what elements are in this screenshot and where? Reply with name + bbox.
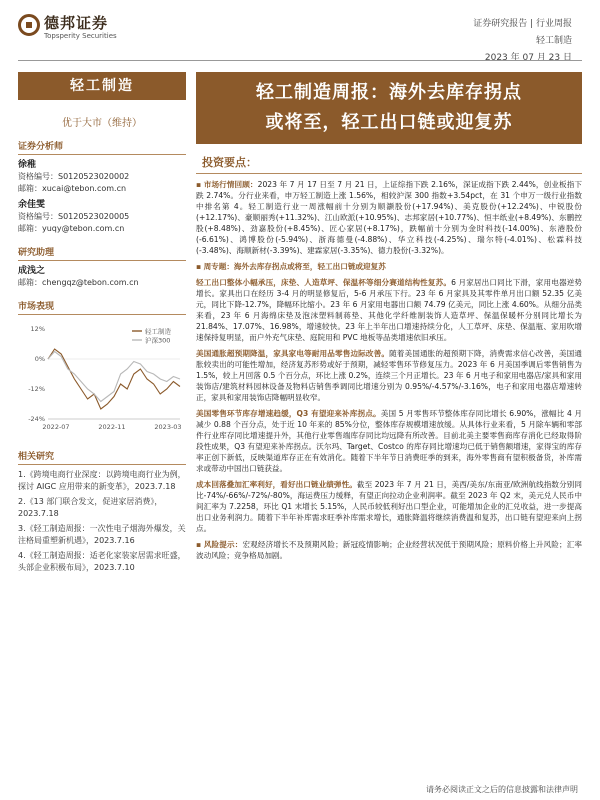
logo-text-en: Topsperity Securities: [44, 32, 117, 40]
report-date: 2023 年 07 月 23 日: [484, 53, 572, 63]
legend-label: 沪深300: [145, 336, 171, 345]
report-type: 证券研究报告 | 行业周报: [473, 19, 572, 29]
risk-heading: 风险提示：: [203, 540, 243, 549]
cost-paragraph: [196, 479, 582, 534]
x-tick-label: 2022-07: [42, 423, 70, 431]
y-tick-label: -12%: [28, 385, 45, 393]
footer-disclaimer: 请务必阅读正文之后的信息披露和法律声明: [426, 785, 578, 794]
sector-label: 轻工制造: [18, 72, 186, 100]
analyst-email[interactable]: 邮箱：yuqy@tebon.com.cn: [18, 224, 125, 233]
title-line-2: 或将至，轻工出口链或迎复苏: [265, 112, 513, 133]
y-tick-label: 0%: [34, 355, 45, 363]
key-points-header: 投资要点：: [196, 150, 582, 174]
header-divider: [18, 60, 582, 61]
related-report-item[interactable]: 3.《轻工制造周报：一次性电子烟海外爆发，关注格局重塑新机遇》，2023.7.16: [18, 524, 186, 545]
export-paragraph: [196, 277, 582, 343]
related-section-title: 相关研究: [18, 449, 186, 465]
rating: 优于大市（维持）: [62, 118, 142, 129]
company-logo-icon: [18, 14, 40, 36]
market-review-text: 2023 年 7 月 17 日至 7 月 21 日，上证综指下跌 2.16%，深证成指下跌 2.44%，创业板指下跌 2.74%。分行业来看，申万轻工制造上涨 1.56%，相较沪深 300 指数+3.54pct，在 31 个申万一级行业指数中排名第 4。轻工制造行业一周涨幅前十分别为顺灏股份(+17.94%)、美克股份(+12.24%)、中锐股份(+12.17%)、豪顺丽秀(+11.32%)、江山欧派(+10.95%)、志邦家居(+10.77%)、恒丰纸业(+8.49%)、东鹏控股(+8.48%)、劲嘉股份(+8.45%)、匠心家居(+8.17%)，跌幅前十分别为金时科技(-14.00%)、东港股份(-6.61%)、鸿博股份(-5.94%)、浙海德曼(-4.88%)、华立科技(-4.25%)、瑞尔特(-4.01%)、松霖科技(-3.48%)、海顺新材(-3.39%)、建霖家居(-3.35%)、德力股份(-3.32%)。: [196, 180, 582, 255]
related-report-item[interactable]: 2.《13 部门联合发文，促进家居消费》，2023.7.18: [18, 497, 163, 518]
inventory-text: 美国 5 月零售环节整体库存同比增长 6.90%，涨幅比 4 月减少 0.88 个百分点，处于近 10 年来的 85%分位，整体库存规模增速放缓。从具体行业来看，5 月除车辆和零部件行业库存同比增速提升外，其他行业零售端库存同比均远降有所改善。目前北美主要零售商库存消化已经取得阶段性成果，Q3 有望迎来补库拐点。沃尔玛、Target、Costco 的库存同比增速均已低于销售额增速，家得宝的库存率正创下新低，反映渠道库存正在有效消化。随着下半年节日消费旺季的到来，海外零售商有望积极备货，补库需求或带动中国出口链获益。: [196, 409, 582, 473]
weekly-topic: [196, 261, 582, 272]
inflation-heading: 美国通胀超预期降温，家具家电等耐用品零售边际改善。: [196, 349, 390, 358]
assistant-email[interactable]: 邮箱：chengqz@tebon.com.cn: [18, 278, 139, 287]
export-text: 6 月家居出口同比下滑，家用电器逆势增长。家具出口在经历 3-4 月的明显修复后，5-6 月承压下行。23 年 6 月家具及其零件单月出口额 52.35 亿美元，同比下降-12.7%，降幅环比缩小。23 年 6 月家用电器出口额 74.79 亿美元，同比上涨 4.60%。从细分品类来看，23 年 6 月海绵床垫及泡沫塑料制蒋垫、其他化学纤维制装饰人造草坪、保温保暖杯分别同比增长为 21.84%、17.07%、16.98%，增速较快。23 年上半年出口增速持续分化，人工草坪、床垫、保温瓶、家用吹增速保持复明显，而户外充气床垫、庭院用和 PVC 地板等品类增速依旧承压。: [196, 278, 582, 342]
market-review-heading: 市场行情回顾：: [203, 180, 258, 189]
export-heading: 轻工出口整体小幅承压，床垫、人造草坪、保温杯等细分赛道结构性复苏。: [196, 278, 452, 287]
assistant: [18, 265, 186, 289]
analyst-name: 余佳雯: [18, 200, 46, 210]
weekly-topic-heading: 周专题：海外去库存拐点或将至，轻工出口链或迎复苏: [203, 262, 386, 271]
market-chart: [18, 319, 186, 439]
related-reports: [18, 469, 186, 574]
cost-text: 截至 2023 年 7 月 21 日，美西/美东/东南亚/欧洲航线指数分别同比-74%/-66%/-72%/-80%，海运费压力缓释，有望正向拉动企业利润率。截至 2023 年 Q2 末，美元兑人民币中间汇率为 7.2258，环比 Q1 末增长 5.15%，人民币较低利好出口型企业，可能增加企业的汇兑收益，进一步提高出口业务利润力。随着下半年补库需求旺季补库需求增长，通胀降温将继续消费温和复苏，出口链有望迎来向上拐点。: [196, 480, 582, 533]
inventory-heading: 美国零售环节库存增速趋缓，Q3 有望迎来补库拐点。: [196, 409, 381, 418]
cost-heading: 成本回落叠加汇率利好，看好出口链业绩弹性。: [196, 480, 357, 489]
market-chart-svg: [18, 319, 186, 439]
legend-label: 轻工制造: [145, 327, 171, 336]
market-review-paragraph: [196, 179, 582, 256]
y-tick-label: -24%: [28, 415, 45, 423]
risk-paragraph: [196, 539, 582, 561]
related-report-item[interactable]: 4.《轻工制造周报：适老化家装家居需求旺盛，头部企业积极布局》，2023.7.10: [18, 551, 186, 572]
header-sector: 轻工制造: [535, 36, 572, 46]
risk-text: 宏观经济增长不及预期风险；新冠疫情影响；企业经营状况低于预期风险；原料价格上升风险；汇率波动风险；竞争格局加剧。: [196, 540, 583, 560]
x-tick-label: 2022-11: [98, 423, 126, 431]
y-tick-label: 12%: [30, 325, 45, 333]
analyst-cert: 资格编号：S0120523020005: [18, 212, 130, 221]
x-tick-label: 2023-03: [154, 423, 182, 431]
title-line-1: 轻工制造周报：海外去库存拐点: [256, 82, 522, 103]
analyst-section-title: 证券分析师: [18, 139, 186, 155]
assistant-section-title: 研究助理: [18, 245, 186, 261]
market-section-title: 市场表现: [18, 299, 186, 315]
main-content: [196, 150, 582, 561]
related-report-item[interactable]: 1.《跨境电商行业深度：以跨境电商行业为例，探讨 AIGC 应用带来的新变革》，2023.7.18: [18, 470, 186, 491]
report-title: [196, 72, 582, 144]
inflation-text: 随着美国通胀的超预期下降，消费需求信心改善，美国通胀较卖出的可能性增加，经济复苏形势或好于预期，减轻零售环节修复压力。2023 年 6 月美国季调后零售销售为 1.5%，较上月回落 0.5 个百分点，环比上涨 0.2%，连续三个月正增长。23 年 6 月电子和家用电器店/家具和家用装饰店/建筑材料园林设备及物料店销售季调同比增速分别为 0.95%/-4.57%/-3.16%，电子和家用电器店增速转正，家具和家用装饰店降幅明显收窄。: [196, 349, 582, 402]
analyst-cert: 资格编号：S0120523020002: [18, 172, 130, 181]
analyst-1: [18, 159, 186, 195]
assistant-name: 成浅之: [18, 266, 46, 276]
analyst-2: [18, 199, 186, 235]
inflation-paragraph: [196, 348, 582, 403]
inventory-paragraph: [196, 408, 582, 474]
analyst-name: 徐稚: [18, 160, 37, 170]
logo-text-cn: 德邦证券: [44, 14, 109, 32]
analyst-email[interactable]: 邮箱：xucai@tebon.com.cn: [18, 184, 127, 193]
sidebar: [18, 72, 186, 577]
page-header: [0, 0, 600, 66]
